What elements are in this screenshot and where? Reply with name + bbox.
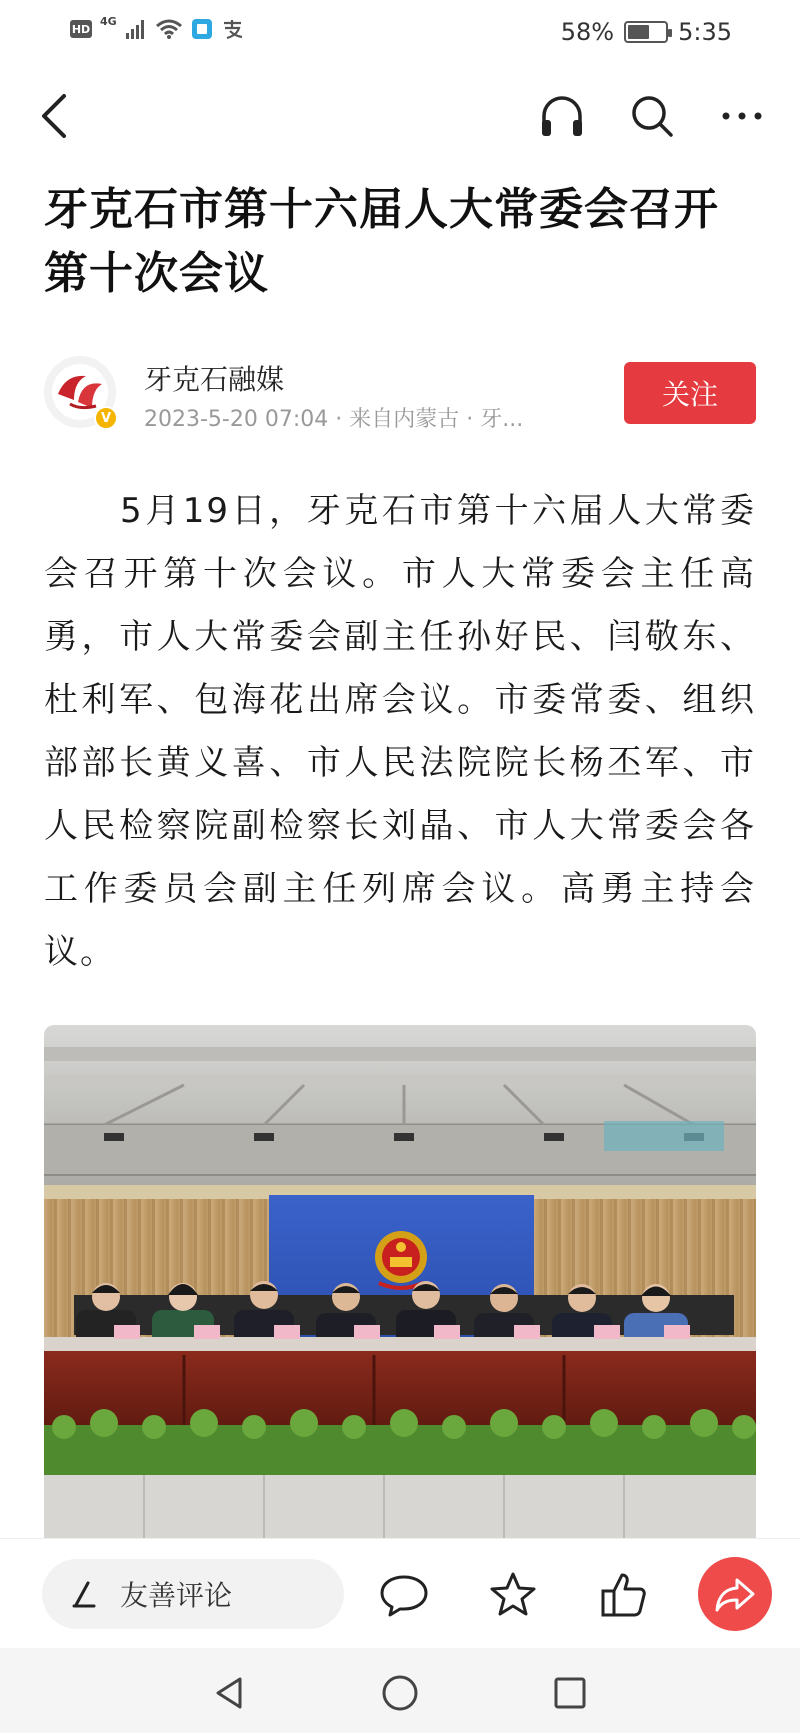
- search-button[interactable]: [624, 88, 680, 144]
- battery-icon: [624, 21, 668, 43]
- share-icon: [713, 1572, 757, 1616]
- signal-icon: [125, 18, 147, 40]
- author-avatar[interactable]: [44, 356, 116, 428]
- home-circle-icon: [380, 1673, 420, 1713]
- comment-button[interactable]: [376, 1567, 432, 1623]
- system-navigation-bar: [0, 1648, 800, 1733]
- star-icon: [487, 1569, 539, 1621]
- nav-actions: [534, 88, 770, 144]
- wifi-icon: [155, 18, 183, 40]
- status-left: [70, 14, 245, 40]
- back-button[interactable]: [30, 88, 80, 144]
- search-icon: [628, 92, 676, 140]
- article-photo[interactable]: [44, 1025, 756, 1540]
- system-home-button[interactable]: [375, 1668, 425, 1718]
- system-recents-button[interactable]: [545, 1668, 595, 1718]
- network-type: 4G: [100, 14, 117, 28]
- recents-square-icon: [550, 1673, 590, 1713]
- follow-button[interactable]: 关注: [624, 362, 756, 424]
- system-back-button[interactable]: [205, 1668, 255, 1718]
- comment-icon: [378, 1569, 430, 1621]
- clock: 5:35: [678, 18, 732, 46]
- thumbs-up-icon: [598, 1569, 650, 1621]
- back-triangle-icon: [210, 1673, 250, 1713]
- bottom-action-bar: [0, 1538, 800, 1648]
- status-right: [561, 18, 732, 46]
- alipay-icon: [221, 18, 245, 40]
- listen-button[interactable]: [534, 88, 590, 144]
- meeting-photo-image: [44, 1025, 756, 1540]
- more-button[interactable]: [714, 88, 770, 144]
- battery-fill: [628, 25, 649, 39]
- article-title: 牙克石市第十六届人大常委会召开第十次会议: [44, 184, 719, 299]
- nav-bar: [0, 70, 800, 160]
- headphones-icon: [538, 92, 586, 140]
- back-arrow-icon: [30, 88, 80, 144]
- article-paragraph: 5月19日，牙克石市第十六届人大常委会召开第十次会议。市人大常委会主任高勇，市人大常委会副主任孙好民、闫敬东、杜利军、包海花出席会议。市委常委、组织部部长黄义喜、市人民法院院长杨丕军、市人民检察院副检察长刘晶、市人大常委会各工作委员会副主任列席会议。高勇主持会议。: [44, 491, 756, 972]
- more-icon: [718, 92, 766, 140]
- comment-placeholder: 友善评论: [120, 1579, 233, 1612]
- battery-percent: 58%: [560, 18, 615, 46]
- pen-icon: [70, 1579, 100, 1609]
- status-bar: [0, 0, 800, 64]
- author-name[interactable]: 牙克石融媒: [144, 363, 285, 396]
- verified-badge-icon: V: [94, 406, 118, 430]
- share-button[interactable]: [698, 1557, 772, 1631]
- comment-input[interactable]: [42, 1559, 344, 1629]
- hd-icon: HD: [70, 20, 92, 38]
- app-notification-icon: [191, 18, 213, 40]
- like-button[interactable]: [596, 1567, 652, 1623]
- article-meta: 2023-5-20 07:04 · 来自内蒙古 · 牙...: [144, 407, 524, 432]
- author-row: [44, 352, 756, 432]
- favorite-button[interactable]: [485, 1567, 541, 1623]
